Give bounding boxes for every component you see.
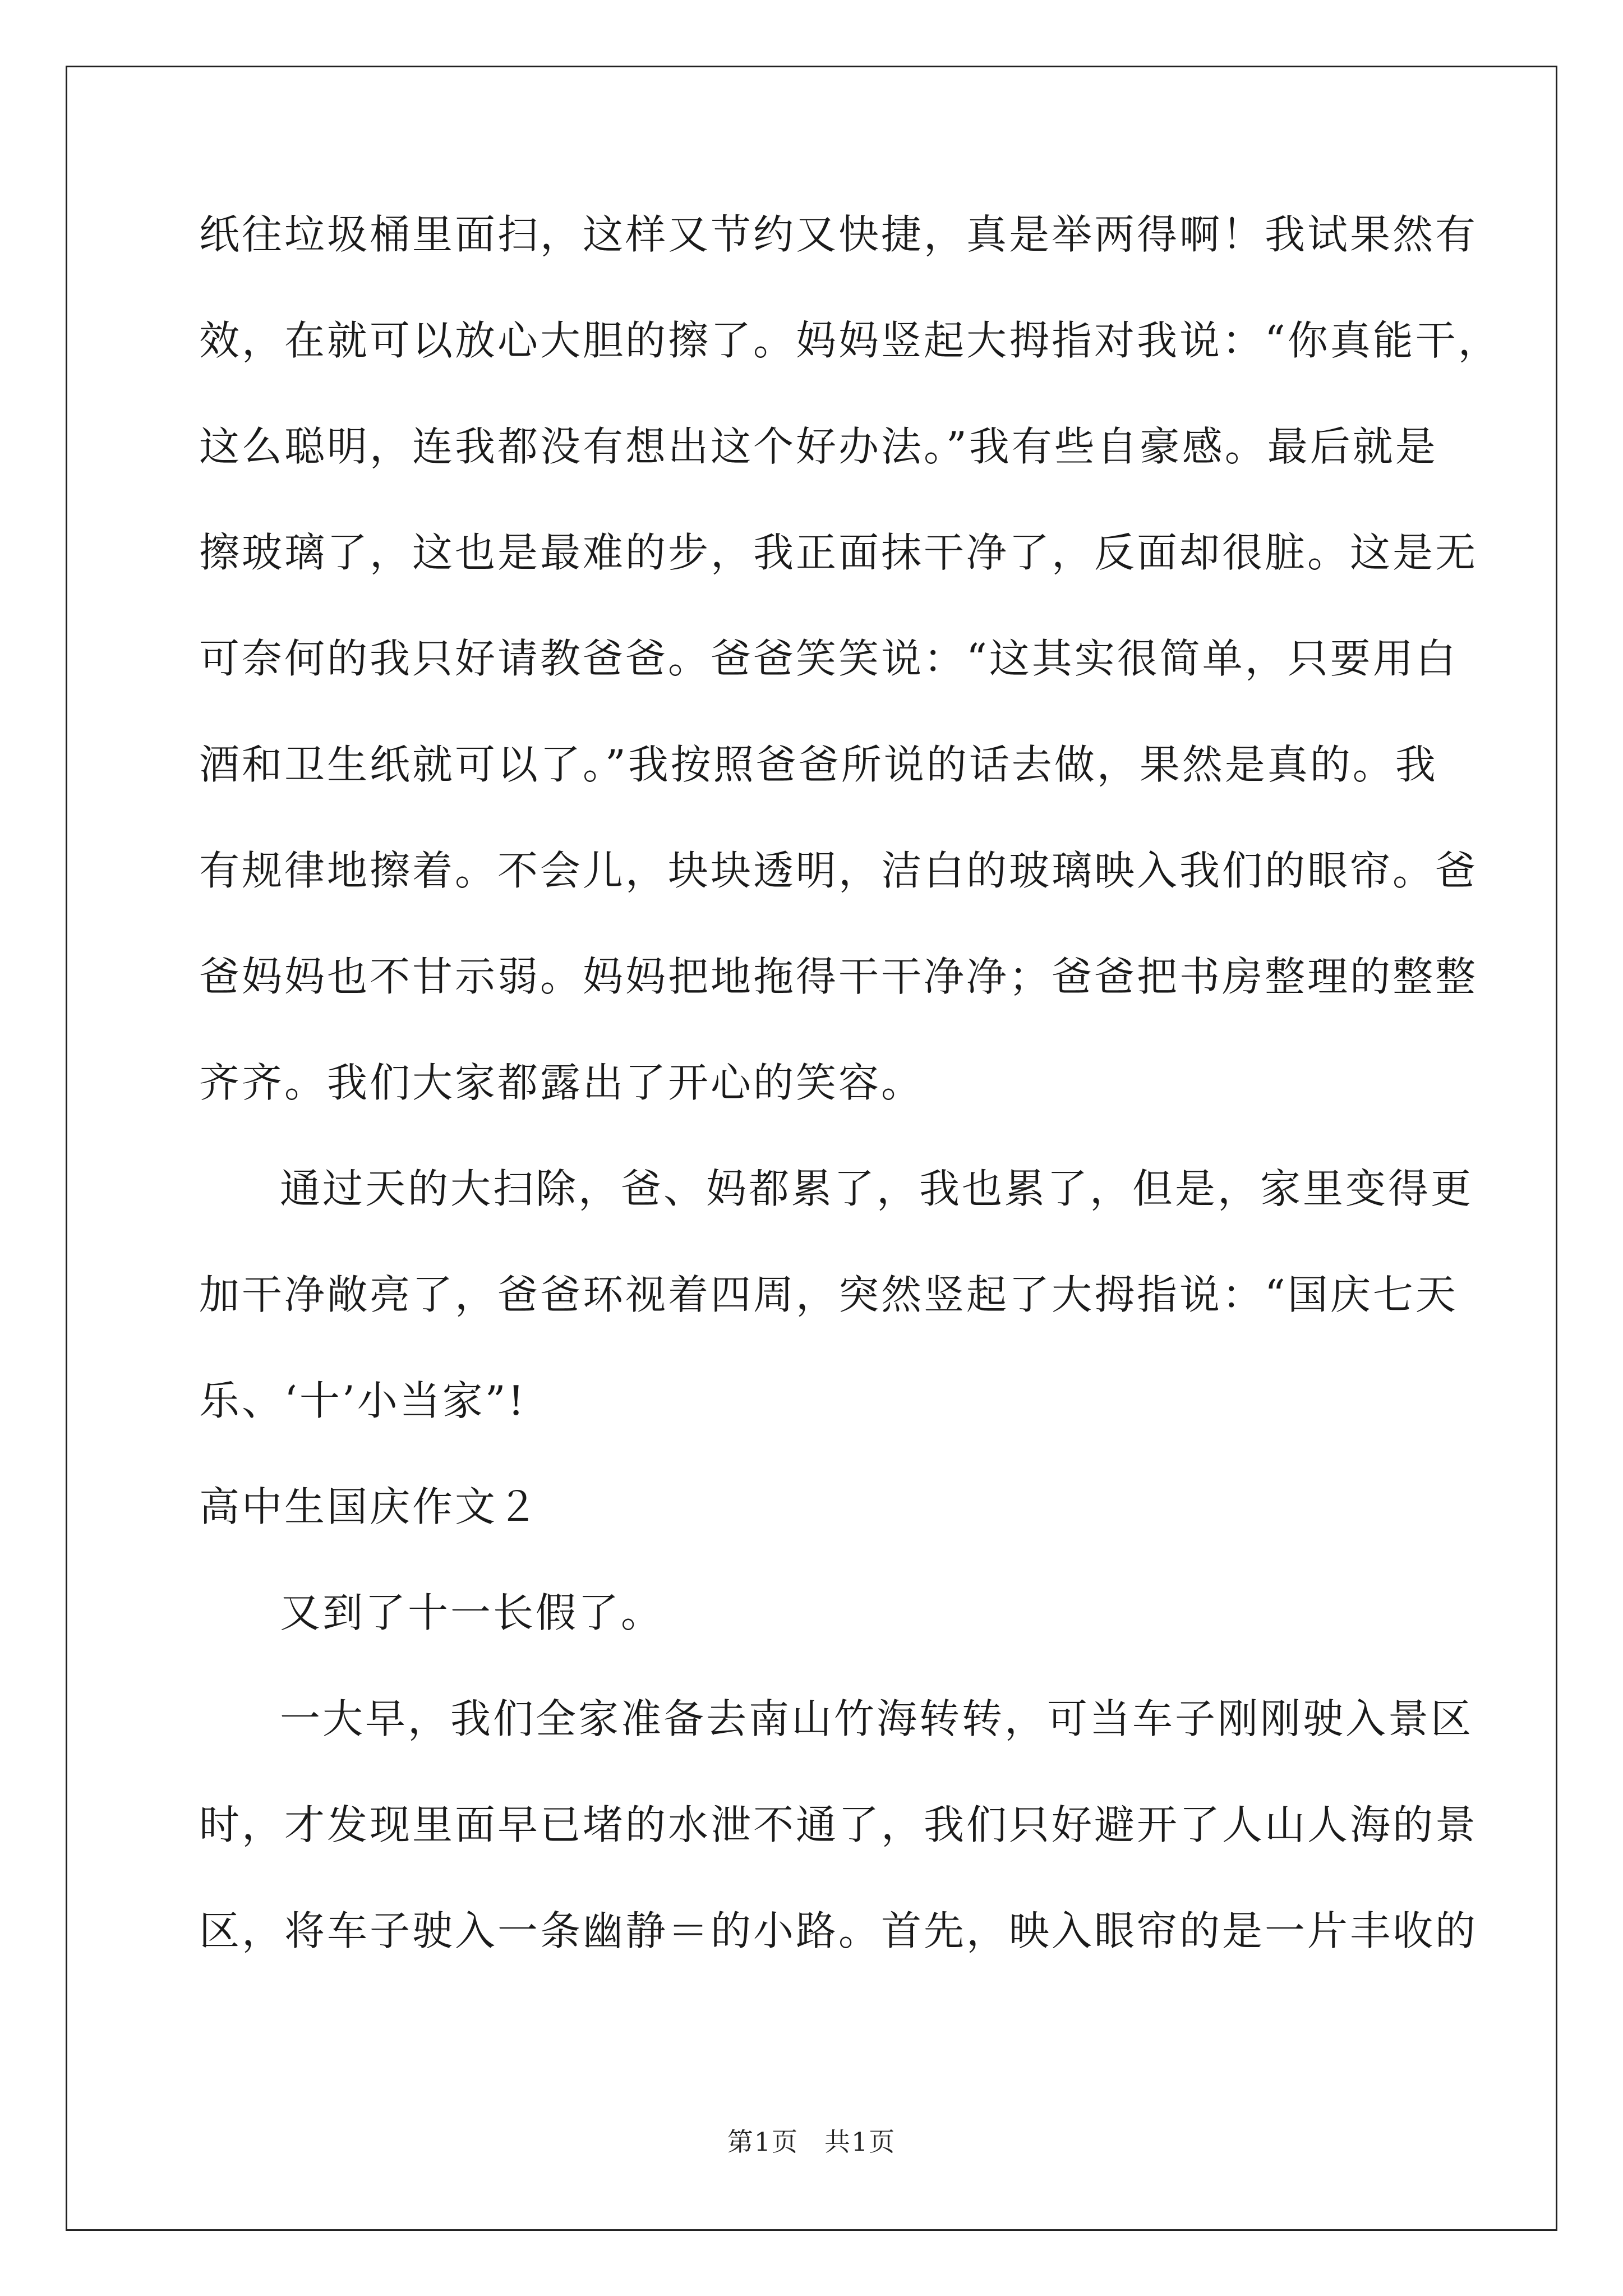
text-line-4: 擦玻璃了，这也是最难的步，我正面抹干净了，反面却很脏。这是无	[199, 529, 1478, 576]
text-line-7: 有规律地擦着。不会儿，块块透明，洁白的玻璃映入我们的眼帘。爸	[199, 847, 1478, 894]
text-line-8: 爸妈妈也不甘示弱。妈妈把地拖得干干净净；爸爸把书房整理的整整	[199, 953, 1478, 1000]
text-line-17: 区，将车子驶入一条幽静＝的小路。首先，映入眼帘的是一片丰收的	[199, 1907, 1478, 1954]
document-body	[199, 208, 1501, 2010]
text-line-3: 这么聪明，连我都没有想出这个好办法。”我有些自豪感。最后就是	[199, 423, 1438, 470]
text-line-6: 酒和卫生纸就可以了。”我按照爸爸所说的话去做，果然是真的。我	[199, 741, 1438, 788]
page-total: 共1页	[824, 2127, 896, 2157]
text-line-12: 乐、‘十’小当家”!	[199, 1377, 527, 1424]
text-line-14: 又到了十一长假了。	[280, 1589, 664, 1636]
text-line-11: 加干净敞亮了，爸爸环视着四周，突然竖起了大拇指说：“国庆七天	[199, 1271, 1458, 1318]
text-line-15: 一大早，我们全家准备去南山竹海转转，可当车子刚刚驶入景区	[280, 1695, 1474, 1742]
page-footer	[0, 2125, 1623, 2159]
text-line-2: 效，在就可以放心大胆的擦了。妈妈竖起大拇指对我说：“你真能干，	[199, 317, 1501, 364]
text-line-9: 齐齐。我们大家都露出了开心的笑容。	[199, 1059, 924, 1106]
section-heading: 高中生国庆作文２	[199, 1483, 541, 1530]
text-line-5: 可奈何的我只好请教爸爸。爸爸笑笑说：“这其实很简单，只要用白	[199, 635, 1458, 682]
text-line-1: 纸往垃圾桶里面扫，这样又节约又快捷，真是举两得啊！我试果然有	[199, 211, 1478, 258]
text-line-16: 时，才发现里面早已堵的水泄不通了，我们只好避开了人山人海的景	[199, 1801, 1478, 1848]
text-line-10: 通过天的大扫除，爸、妈都累了，我也累了，但是，家里变得更	[280, 1165, 1474, 1212]
page-number: 第1页	[727, 2127, 799, 2157]
